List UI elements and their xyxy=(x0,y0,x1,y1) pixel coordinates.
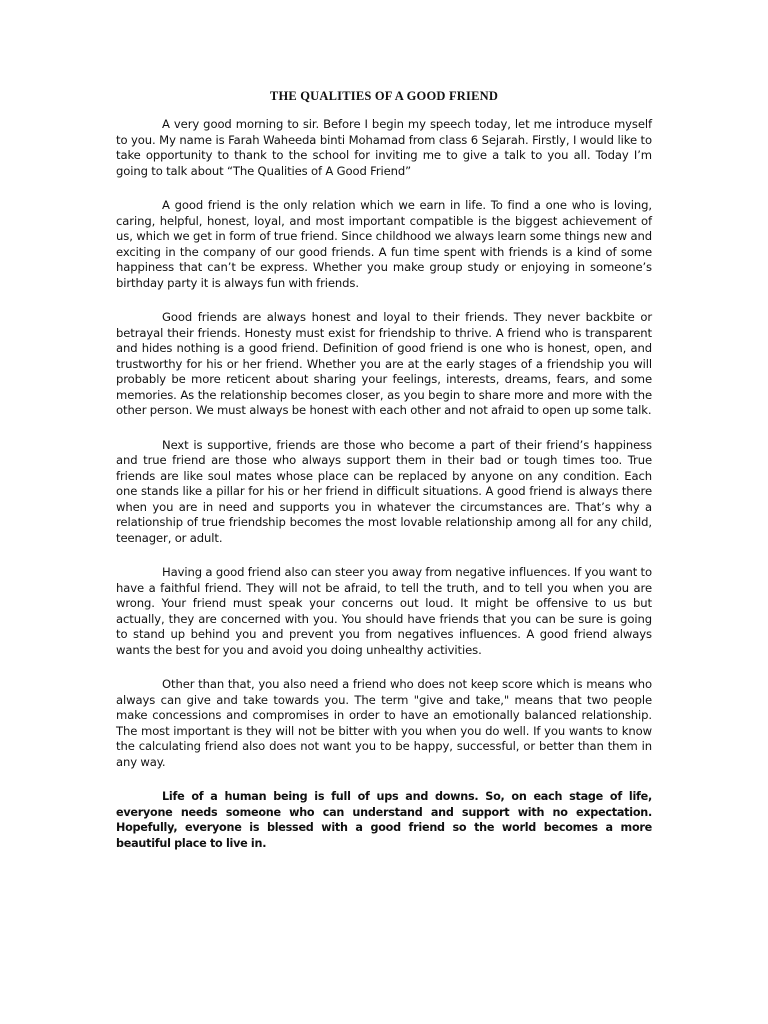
paragraph-honest-loyal: Good friends are always honest and loyal to their friends. They never backbite or betrayal their friends. Honesty must exist for friendship to thrive. A friend who is transparent and hides nothing is a good friend. Definition of good friend is one who is honest, open, and trustworthy for his or her friend. Whether you are at the early stages of a friendship you will probably be more reticent about sharing your feelings, interests, dreams, fears, and some memories. As the relationship becomes closer, as you begin to share more and more with the other person. We must always be honest with each other and not afraid to open up some talk. xyxy=(116,310,652,417)
paragraph-negative-influences: Having a good friend also can steer you away from negative influences. If you want to have a faithful friend. They will not be afraid, to tell the truth, and to tell you when you are wrong. Your friend must speak your concerns out loud. It might be offensive to us but actually, they are concerned with you. You should have friends that you can be sure is going to stand up behind you and prevent you from negatives influences. A good friend always wants the best for you and avoid you doing unhealthy activities. xyxy=(116,565,652,657)
paragraph-good-friend-relation: A good friend is the only relation which we earn in life. To find a one who is loving, caring, helpful, honest, loyal, and most important compatible is the biggest achievement of us, which we get in form of true friend. Since childhood we always learn some things new and exciting in the company of our good friends. A fun time spent with friends is a kind of some happiness that can’t be express. Whether you make group study or enjoying in someone’s birthday party it is always fun with friends. xyxy=(116,198,652,290)
paragraph-supportive: Next is supportive, friends are those who become a part of their friend’s happiness and true friend are those who always support them in their bad or tough times too. True friends are like soul mates whose place can be replaced by anyone on any condition. Each one stands like a pillar for his or her friend in difficult situations. A good friend is always there when you are in need and supports you in whatever the circumstances are. That’s why a relationship of true friendship becomes the most lovable relationship among all for any child, teenager, or adult. xyxy=(116,437,652,545)
paragraph-introduction: A very good morning to sir. Before I begin my speech today, let me introduce myself to you. My name is Farah Waheeda binti Mohamad from class 6 Sejarah. Firstly, I would like to take opportunity to thank to the school for inviting me to give a talk to you all. Today I’m going to talk about “The Qualities of A Good Friend” xyxy=(116,117,652,178)
paragraph-conclusion: Life of a human being is full of ups and downs. So, on each stage of life, everyone needs someone who can understand and support with no expectation. Hopefully, everyone is blessed with a good friend so the world becomes a more beautiful place to live in. xyxy=(116,790,652,850)
paragraph-give-and-take: Other than that, you also need a friend who does not keep score which is means who always can give and take towards you. The term "give and take," means that two people make concessions and compromises in order to have an emotionally balanced relationship. The most important is they will not be bitter with you when you do well. If you wants to know the calculating friend also does not want you to be happy, successful, or better than them in any way. xyxy=(116,677,652,769)
document-title: THE QUALITIES OF A GOOD FRIEND xyxy=(269,89,499,103)
document-page xyxy=(116,88,652,870)
